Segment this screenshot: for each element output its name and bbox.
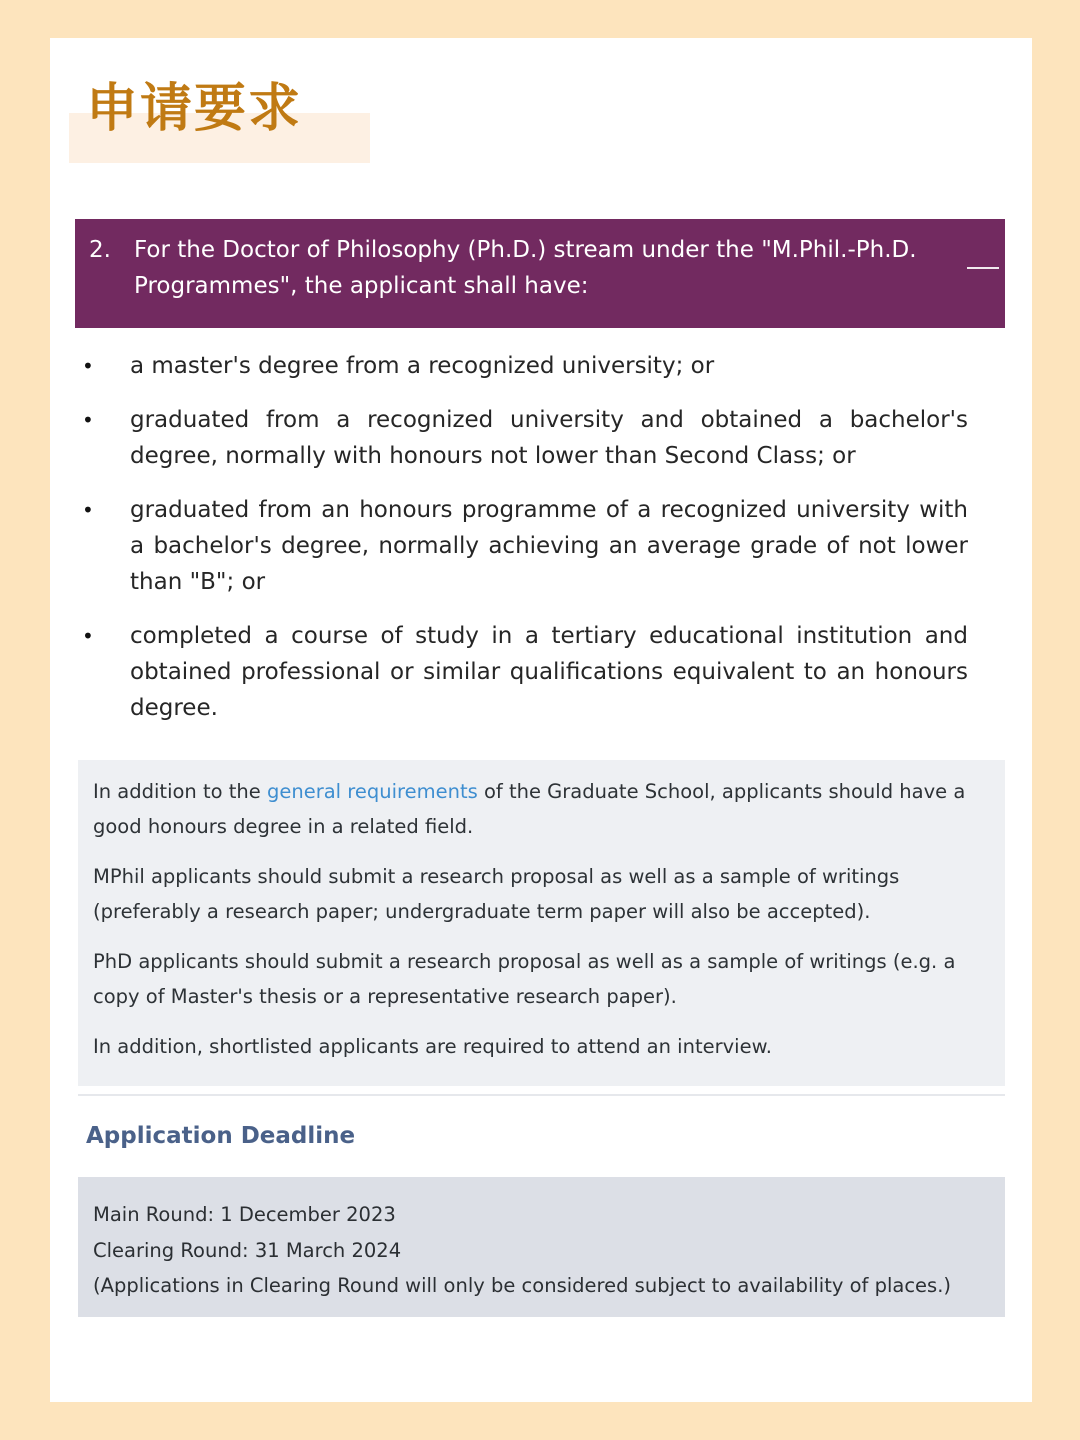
section-divider [78,1094,1005,1096]
bullet-icon: • [82,498,94,522]
list-item [75,618,968,726]
bullet-icon: • [82,624,94,648]
general-requirements-link[interactable]: general requirements [266,780,478,803]
list-item [75,492,968,600]
requirement-number: 2. [89,237,111,263]
deadline-box [78,1177,1005,1317]
requirement-list [75,348,968,744]
list-item-text: a master's degree from a recognized university; or [130,353,715,379]
info-paragraph: PhD applicants should submit a research proposal as well as a sample of writings (e.g. a copy of Master's thesis or a representative research paper). [93,950,956,1008]
deadline-heading: Application Deadline [86,1123,356,1149]
info-paragraph: In addition, shortlisted applicants are required to attend an interview. [93,1035,772,1058]
info-paragraph [93,774,991,844]
list-item-text: graduated from an honours programme of a recognized university with a bachelor's degree, normally achieving an average grade of not lower than "B"; or [130,497,968,595]
bullet-icon: • [82,354,94,378]
requirement-header-text: For the Doctor of Philosophy (Ph.D.) stream under the "M.Phil.-Ph.D. Programmes", the applicant shall have: [134,237,917,299]
clearing-round-note: (Applications in Clearing Round will only be considered subject to availability of places.) [93,1274,951,1297]
info-text: of the Graduate School, applicants should have a good honours degree in a related field. [93,780,966,838]
list-item [75,402,968,474]
main-round-date: Main Round: 1 December 2023 [93,1203,396,1226]
page-title: 申请要求 [86,79,303,139]
info-text: In addition to the [93,780,267,803]
bullet-icon: • [82,408,94,432]
list-item [75,348,968,384]
clearing-round-date: Clearing Round: 31 March 2024 [93,1238,402,1262]
list-item-text: graduated from a recognized university and obtained a bachelor's degree, normally with honours not lower than Second Class; or [130,407,968,469]
info-paragraph: MPhil applicants should submit a research proposal as well as a sample of writings (preferably a research paper; undergraduate term paper will also be accepted). [93,865,900,923]
collapse-icon[interactable] [967,267,999,269]
additional-requirements-box [78,760,1005,1086]
list-item-text: completed a course of study in a tertiary educational institution and obtained professional or similar qualifications equivalent to an honours degree. [130,623,968,721]
content-card [50,38,1032,1402]
requirement-header[interactable] [75,219,1005,328]
